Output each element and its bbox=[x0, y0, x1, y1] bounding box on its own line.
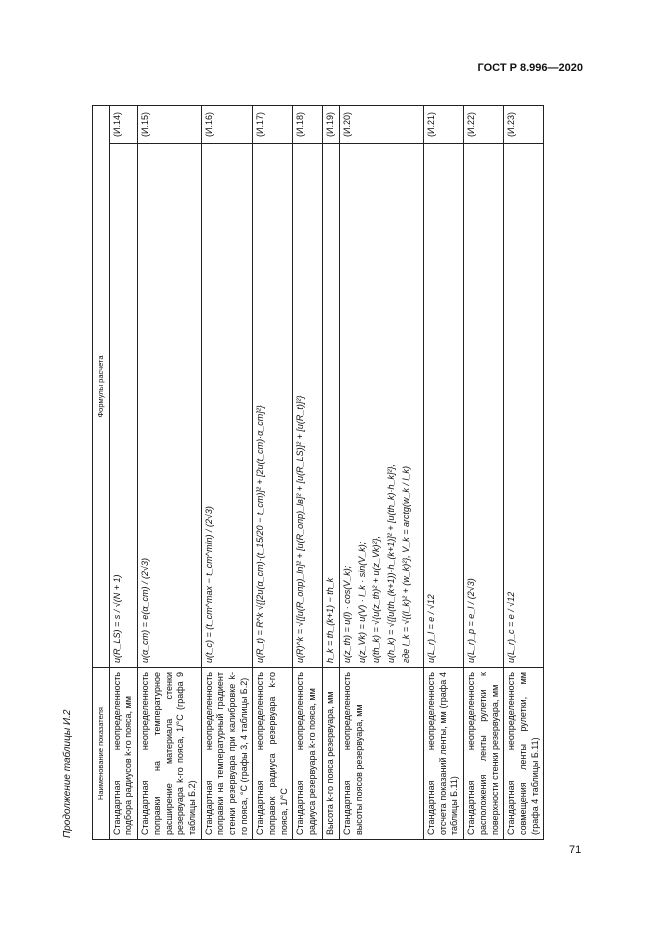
equation-number: (И.20) bbox=[340, 106, 424, 144]
column-header-name: Наименование показателя bbox=[93, 668, 110, 840]
table-row bbox=[138, 106, 201, 840]
equation-number: (И.16) bbox=[201, 106, 253, 144]
formula-line: u(z_Vk) = u(V) · l_k · sin(V_k); bbox=[356, 541, 367, 663]
table-row bbox=[464, 106, 504, 840]
page-number: 71 bbox=[569, 844, 582, 856]
equation-number: (И.19) bbox=[323, 106, 340, 144]
formula-line: u(α_ст) = e(α_ст) / (2√3) bbox=[140, 558, 151, 663]
indicator-name: Стандартная неопределенность расположения ленты рулетки к поверхности стенки резервуара, мм bbox=[464, 668, 504, 840]
formula bbox=[424, 144, 464, 668]
table-caption: Продолжение таблицы И.2 bbox=[62, 709, 73, 838]
formula bbox=[253, 144, 293, 668]
formula-line: h_k = th_(k+1) − th_k bbox=[325, 577, 336, 663]
formula bbox=[138, 144, 201, 668]
indicator-name: Стандартная неопределенность совмещения ленты рулетки, мм (графа 4 таблицы Б.11) bbox=[504, 668, 544, 840]
equation-number: (И.22) bbox=[464, 106, 504, 144]
formula-line: u(z_th) = u(l) · cos(V_k); bbox=[342, 565, 353, 663]
indicator-name: Стандартная неопределенность отсчета показаний ленты, мм (графа 4 таблицы Б.11) bbox=[424, 668, 464, 840]
formula-line: u(L_r)_c = e / √12 bbox=[506, 591, 517, 663]
table-row bbox=[293, 106, 323, 840]
formula-line: u(R_t) = R^k √{[2u(α_ст)·(t_15/20 − t_ст)]² + [2u(t_ст)·α_ст]²} bbox=[255, 405, 266, 663]
formula bbox=[504, 144, 544, 668]
table-row bbox=[424, 106, 464, 840]
table-row bbox=[109, 106, 137, 840]
table-row bbox=[201, 106, 253, 840]
indicator-name: Стандартная неопределенность поправки на температурное расширение материала стенки резервуара k-го пояса, 1/°С (графа 9 таблицы Б.2) bbox=[138, 668, 201, 840]
equation-number: (И.18) bbox=[293, 106, 323, 144]
table-row bbox=[253, 106, 293, 840]
indicator-name: Стандартная неопределенность поправки на температурный градиент стенки резервуара при калибровке k-го пояса, °С (графы 3, 4 таблицы Б.2) bbox=[201, 668, 253, 840]
formula bbox=[323, 144, 340, 668]
formula-line: где l_k = √{(l_k)² + (w_k)²}, V_k = arctg(w_k / l_k) bbox=[400, 465, 411, 663]
formula bbox=[201, 144, 253, 668]
formula bbox=[109, 144, 137, 668]
table-row bbox=[340, 106, 424, 840]
indicator-name: Высота k-го пояса резервуара, мм bbox=[323, 668, 340, 840]
equation-number: (И.14) bbox=[109, 106, 137, 144]
table-row bbox=[504, 106, 544, 840]
formula-line: u(R_LS) = s / √(N + 1) bbox=[111, 574, 122, 663]
table-header-row bbox=[93, 106, 110, 840]
formula-line: u(L_r)_l = e / √12 bbox=[426, 594, 437, 663]
formulas-table bbox=[92, 105, 544, 840]
indicator-name: Стандартная неопределенность радиуса резервуара k-го пояса, мм bbox=[293, 668, 323, 840]
table-row bbox=[323, 106, 340, 840]
equation-number: (И.21) bbox=[424, 106, 464, 144]
formula-line: u(th_k) = √{u(z_th)² + u(z_Vk)²}, bbox=[371, 536, 382, 663]
formula-line: u(R)^k = √{[u(R_опр)_ln]² + [u(R_опр)_lв]² + [u(R_LS)]² + [u(R_t)]²} bbox=[295, 395, 306, 663]
indicator-name: Стандартная неопределенность подбора радиусов k-го пояса, мм bbox=[109, 668, 137, 840]
formula-line: u(t_c) = (t_ст^max − t_ст^min) / (2√3) bbox=[203, 506, 214, 663]
formula bbox=[340, 144, 424, 668]
formula-line: u(h_k) = √{[u(th_(k+1))·h_(k+1)]² + [u(th_k)·h_k]²}, bbox=[386, 463, 397, 663]
rotated-table-block bbox=[60, 105, 585, 840]
column-header-formula: Формулы расчета bbox=[93, 106, 110, 668]
equation-number: (И.15) bbox=[138, 106, 201, 144]
equation-number: (И.23) bbox=[504, 106, 544, 144]
indicator-name: Стандартная неопределенность высоты поясов резервуара, мм bbox=[340, 668, 424, 840]
formula bbox=[293, 144, 323, 668]
indicator-name: Стандартная неопределенность поправок радиуса резервуара k-го пояса, 1/°С bbox=[253, 668, 293, 840]
standard-header: ГОСТ Р 8.996—2020 bbox=[477, 62, 583, 74]
formula bbox=[464, 144, 504, 668]
formula-line: u(L_r)_p = e_l / (2√3) bbox=[466, 578, 477, 663]
equation-number: (И.17) bbox=[253, 106, 293, 144]
